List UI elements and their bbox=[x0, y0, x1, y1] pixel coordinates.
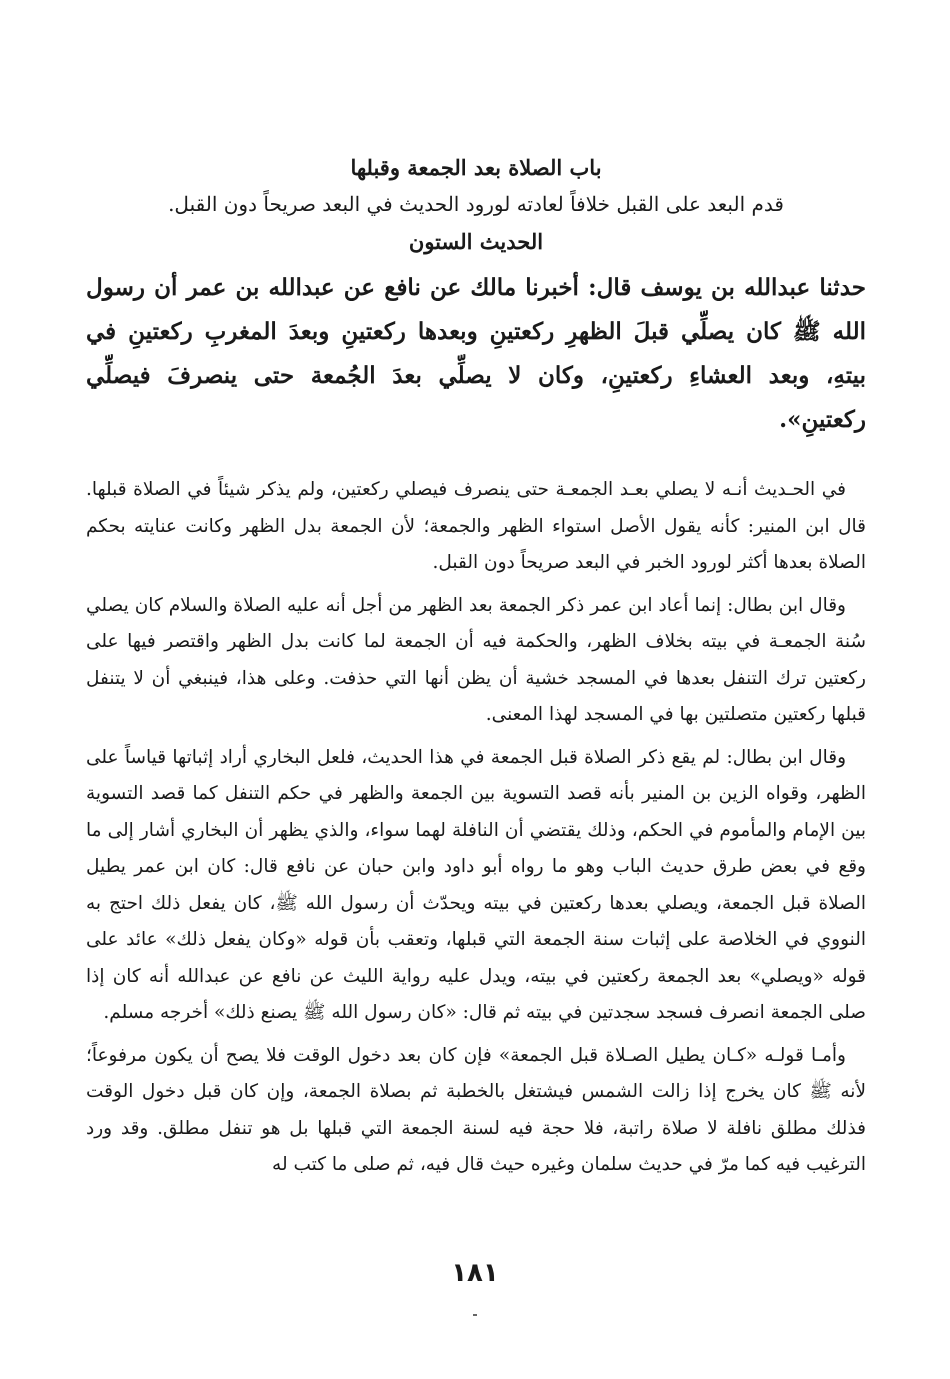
chapter-title: باب الصلاة بعد الجمعة وقبلها bbox=[350, 155, 602, 180]
page-number: ١٨١ bbox=[451, 1258, 499, 1288]
page-content bbox=[86, 150, 866, 1190]
commentary-paragraph: وقال ابن بطال: إنما أعاد ابن عمر ذكر الجمعة بعد الظهر من أجل أنه عليه الصلاة والسلام كان يصلي سُنة الجمعـة في بيته بخلاف الظهر، والحكمة فيه أن الجمعة لما كانت بدل الظهر واقتصر فيها على ركعتين ترك التنفل بعدها في المسجد خشية أن يظن أنها التي حذفت. وعلى هذا، فينبغي أن لا يتنفل قبلها ركعتين متصلتين بها في المسجد لهذا المعنى. bbox=[86, 594, 866, 725]
hadith-title: الحديث الستون bbox=[408, 229, 544, 254]
commentary-paragraph: وأمـا قولـه «كـان يطيل الصـلاة قبل الجمعة» فإن كان بعد دخول الوقت فلا يصح أن يكون مرفوعاً؛ لأنه ﷺ كان يخرج إذا زالت الشمس فيشتغل بالخطبة ثم بصلاة الجمعة، وإن كان قبل دخول الوقت فذلك مطلق نافلة لا صلاة راتبة، فلا حجة فيه لسنة الجمعة التي قبلها بل هو تنفل مطلق. وقد ورد الترغيب فيه كما مرّ في حديث سلمان وغيره حيث قال فيه، ثم صلى ما كتب له bbox=[86, 1044, 866, 1175]
commentary-paragraph: وقال ابن بطال: لم يقع ذكر الصلاة قبل الجمعة في هذا الحديث، فلعل البخاري أراد إثباتها قياساً على الظهر، وقواه الزين بن المنير بأنه قصد التسوية بين الجمعة والظهر في حكم التنفل كما قصد التسوية بين الإمام والمأموم في الحكم، وذلك يقتضي أن النافلة لهما سواء، والذي يظهر أن البخاري أشار إلى ما وقع في بعض طرق حديث الباب وهو ما رواه أبو داود وابن حبان عن نافع قال: كان ابن عمر يطيل الصلاة قبل الجمعة، ويصلي بعدها ركعتين في بيته ويحدّث أن رسول الله ﷺ، كان يفعل ذلك احتج به النووي في الخلاصة على إثبات سنة الجمعة التي قبلها، وتعقب بأن قوله «وكان يفعل ذلك» عائد على قوله «ويصلي» بعد الجمعة ركعتين في بيته، ويدل عليه رواية الليث عن نافع عن عبدالله أنه كان إذا صلى الجمعة انصرف فسجد سجدتين في بيته ثم قال: «كان رسول الله ﷺ يصنع ذلك» أخرجه مسلم. bbox=[86, 746, 866, 1023]
hadith-text: حدثنا عبدالله بن يوسف قال: أخبرنا مالك عن نافع عن عبدالله بن عمر أن رسول الله ﷺ كان يصلِّي قبلَ الظهرِ ركعتينِ وبعدها ركعتينِ وبعدَ المغربِ ركعتينِ في بيتهِ، وبعد العشاءِ ركعتينِ، وكان لا يصلِّي بعدَ الجُمعة حتى ينصرفَ فيصلِّي ركعتينِ». bbox=[86, 274, 866, 433]
commentary-paragraph: في الحـديث أنـه لا يصلي بعـد الجمعـة حتى ينصرف فيصلي ركعتين، ولم يذكر شيئاً في الصلاة قبلها. قال ابن المنير: كأنه يقول الأصل استواء الظهر والجمعة؛ لأن الجمعة بدل الظهر وكانت عنايته بحكم الصلاة بعدها أكثر لورود الخبر في البعد صريحاً دون القبل. bbox=[86, 479, 866, 573]
chapter-note: قدم البعد على القبل خلافاً لعادته لورود الحديث في البعد صريحاً دون القبل. bbox=[168, 192, 784, 216]
footer-mark bbox=[473, 1314, 477, 1316]
